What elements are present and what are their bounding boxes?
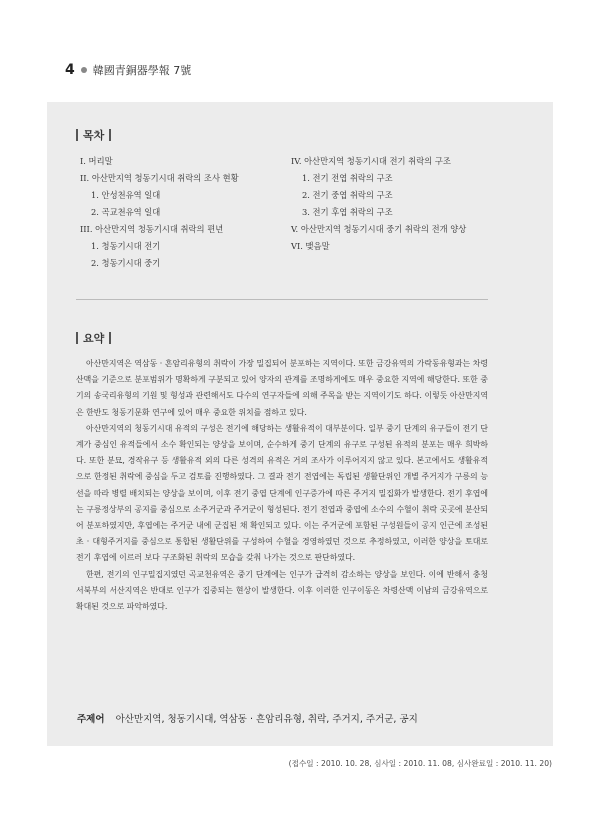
keywords [77,711,418,725]
toc-heading [76,127,111,143]
toc-item: 1. 안성천유역 일대 [91,190,161,200]
bar-icon [76,129,78,141]
page-number: 4 [65,62,75,78]
bar-icon [76,332,78,344]
toc-item: 1. 전기 전엽 취락의 구조 [302,173,393,183]
abstract-paragraph: 아산만지역의 청동기시대 유적의 구성은 전기에 해당하는 생활유적이 대부분이다. 일부 중기 단계의 유구들이 전기 단계가 중심인 유적들에서 소수 확인되는 양상을 보이며, 순수하게 중기 단계의 유구로 구성된 유적의 분포는 매우 희박하다. 또한 분묘, 경작유구 등 생활유적 외의 다른 성격의 유적은 거의 조사가 이루어지지 않고 있다. 본고에서도 생활유적으로 한정된 취락에 중심을 두고 검토를 진행하였다. 그 결과 전기 전엽에는 독립된 생활단위인 개별 주거지가 구릉의 능선을 따라 병렬 배치되는 양상을 보이며, 이후 전기 중엽 단계에 인구증가에 따른 주거지 밀집화가 발생한다. 전기 후엽에는 구릉정상부의 공지를 중심으로 소주거군과 주거군이 형성된다. 전기 전엽과 중엽에 소수의 수혈이 취락 곳곳에 분산되어 분포하였지만, 후엽에는 주거군 내에 군집된 채 확인되고 있다. 이는 주거군에 포함된 구성원들이 공지 인근에 조성된 초 · 대형주거지를 중심으로 통합된 생활단위를 구성하여 수혈을 경영하였던 것으로 추정하였고, 이러한 양상을 토대로 전기 후엽에 이르러 보다 구조화된 취락의 모습을 갖춰 나가는 것으로 판단하였다. [76,423,488,563]
abstract-paragraph: 한편, 전기의 인구밀집지였던 곡교천유역은 중기 단계에는 인구가 급격히 감소하는 양상을 보인다. 이에 반해서 충청 서북부의 서산지역은 반대로 인구가 집중되는 현상이 발생한다. 이후 이러한 인구이동은 차령산맥 이남의 금강유역으로 확대된 것으로 파악하였다. [76,569,488,612]
toc-item: III. 아산만지역 청동기시대 취락의 편년 [80,224,224,234]
toc-item: I. 머리말 [80,156,113,166]
toc-item: VI. 맺음말 [291,241,330,251]
abstract-title: 요약 [83,332,105,345]
keywords-label: 주제어 [77,714,105,725]
bullet-icon [81,67,87,73]
toc-right-column [291,153,466,255]
toc-item: IV. 아산만지역 청동기시대 전기 취락의 구조 [291,156,451,166]
bar-icon [109,129,111,141]
toc-title: 목차 [83,129,105,142]
running-header [65,62,191,78]
toc-left-column [80,153,239,272]
section-divider [76,299,488,300]
toc-item: II. 아산만지역 청동기시대 취락의 조사 현황 [80,173,239,183]
abstract-heading [76,330,111,346]
toc-item: 1. 청동기시대 전기 [91,241,161,251]
toc-item: V. 아산만지역 청동기시대 중기 취락의 전개 양상 [291,224,467,234]
abstract-paragraph: 아산만지역은 역삼동 · 흔암리유형의 취락이 가장 밀집되어 분포하는 지역이다. 또한 금강유역의 가락동유형과는 차령산맥을 기준으로 분포범위가 명확하게 구분되고 있어 양자의 관계를 조명하게에도 매우 중요한 지역에 해당한다. 또한 중기의 송국리유형의 기원 및 형성과 관련해서도 다수의 연구자들에 의해 주목을 받는 지역이기도 하다. 이렇듯 아산만지역은 한반도 청동기문화 연구에 있어 매우 중요한 위치를 점하고 있다. [76,359,488,417]
toc-item: 2. 청동기시대 중기 [91,258,161,268]
toc-item: 2. 곡교천유역 일대 [91,207,161,217]
abstract-body [76,356,488,615]
bar-icon [109,332,111,344]
journal-title: 韓國青銅器學報 7號 [92,64,192,77]
toc-item: 2. 전기 중엽 취락의 구조 [302,190,393,200]
toc-item: 3. 전기 후엽 취락의 구조 [302,207,393,217]
keywords-text: 아산만지역, 청동기시대, 역삼동 · 흔암리유형, 취락, 주거지, 주거군, 공지 [115,714,418,725]
submission-dates: (접수일 : 2010. 10. 28, 심사일 : 2010. 11. 08, 심사완료일 : 2010. 11. 20) [288,759,552,768]
